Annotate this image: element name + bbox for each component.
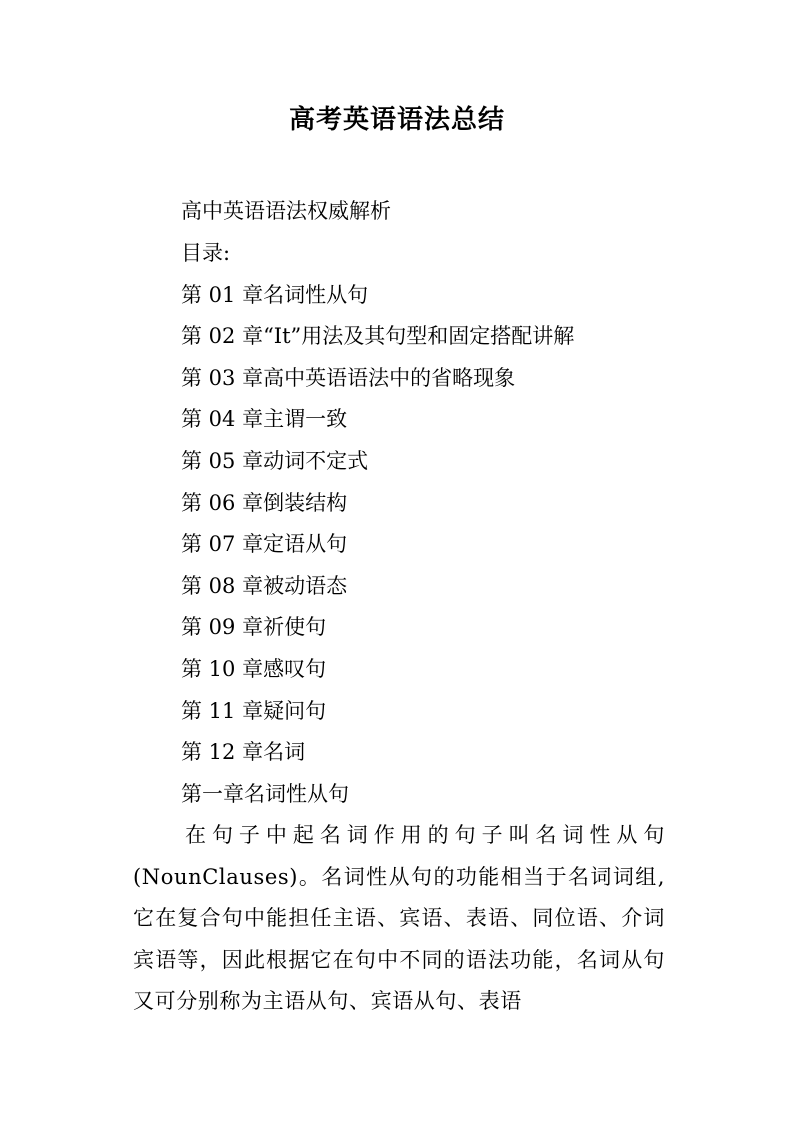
toc-item: 第 11 章疑问句 xyxy=(181,699,327,723)
toc-item: 第 12 章名词 xyxy=(181,740,306,764)
toc-item: 第 05 章动词不定式 xyxy=(181,449,369,473)
toc-item: 第 09 章祈使句 xyxy=(181,615,327,639)
body-paragraph: 在句子中起名词作用的句子叫名词性从句(NounClauses)。名词性从句的功能相当于名词词组,它在复合句中能担任主语、宾语、表语、同位语、介词宾语等，因此根据它在句中不同的语法功能，名词从句又可分别称为主语从句、宾语从句、表语 xyxy=(133,823,665,1014)
toc-item: 第 07 章定语从句 xyxy=(181,532,348,556)
toc-item: 第 04 章主谓一致 xyxy=(181,407,348,431)
document-subtitle: 高中英语语法权威解析 xyxy=(181,199,391,223)
document-title: 高考英语语法总结 xyxy=(288,105,505,135)
toc-item: 第 03 章高中英语语法中的省略现象 xyxy=(181,366,516,390)
toc-item: 第 01 章名词性从句 xyxy=(181,283,369,307)
toc-item: 第 06 章倒装结构 xyxy=(181,491,348,515)
toc-label: 目录: xyxy=(181,241,231,265)
toc-item: 第 08 章被动语态 xyxy=(181,574,348,598)
chapter-heading: 第一章名词性从句 xyxy=(181,782,349,806)
toc-item: 第 02 章“It”用法及其句型和固定搭配讲解 xyxy=(181,324,575,348)
toc-item: 第 10 章感叹句 xyxy=(181,657,327,681)
